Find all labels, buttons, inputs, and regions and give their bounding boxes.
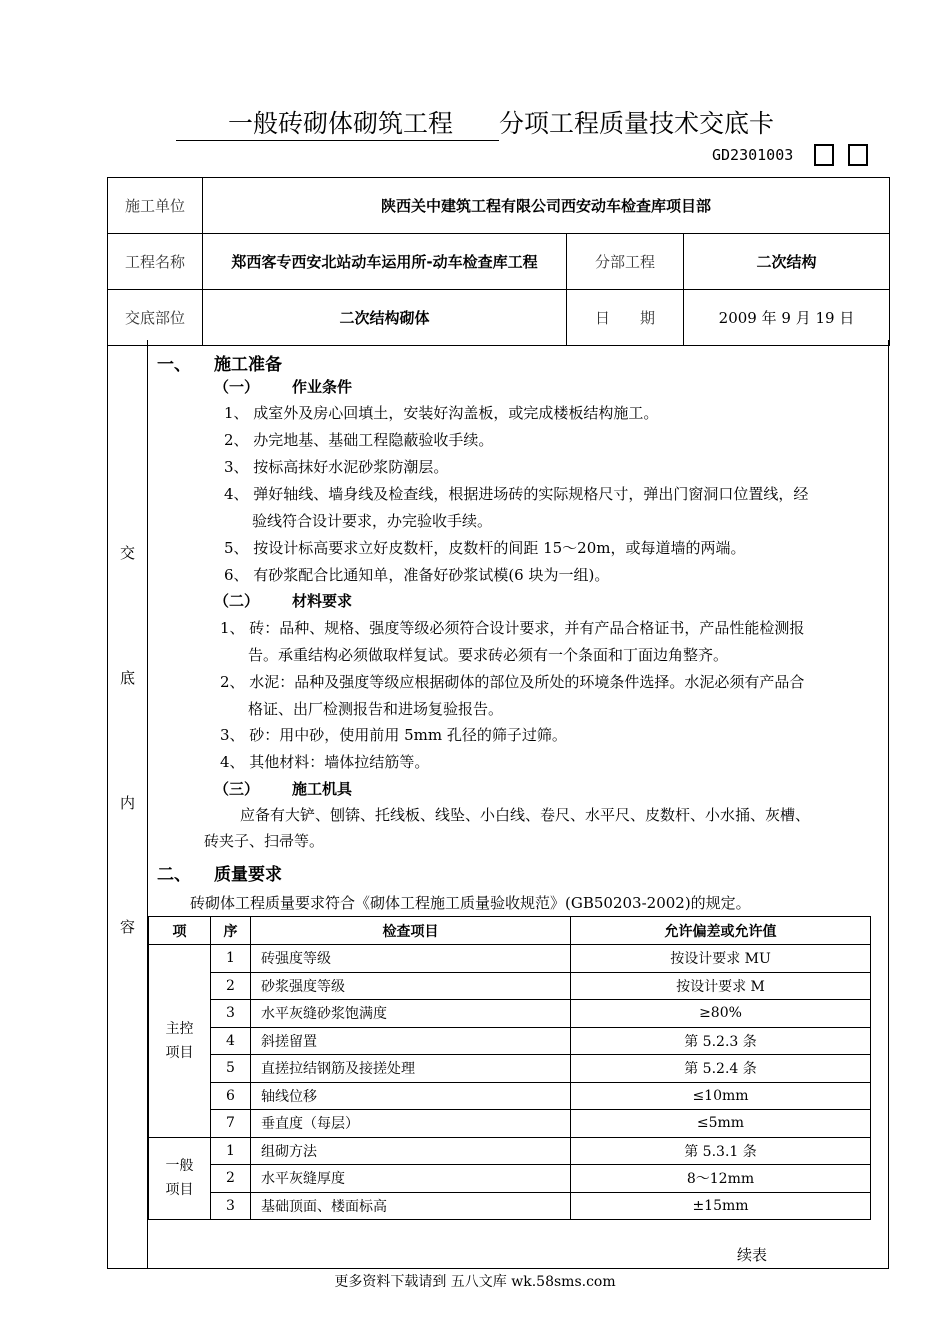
col-header: 检查项目 <box>251 917 571 945</box>
table-row <box>149 1192 871 1220</box>
row-num: 3 <box>211 1192 251 1220</box>
row-value: 按设计要求 M <box>571 972 871 1000</box>
sub3-item: 应备有大铲、刨锛、托线板、线坠、小白线、卷尺、水平尺、皮数杆、小水捅、灰槽、 <box>240 806 811 824</box>
document-title <box>0 104 950 141</box>
row-num: 1 <box>211 1137 251 1165</box>
sub3-item: 砖夹子、扫帚等。 <box>204 832 325 850</box>
row-item: 水平灰缝厚度 <box>251 1165 571 1193</box>
row-value: 8～12mm <box>571 1165 871 1193</box>
unit-value: 陕西关中建筑工程有限公司西安动车检查库项目部 <box>203 178 890 234</box>
row-item: 轴线位移 <box>251 1082 571 1110</box>
date-label: 日 期 <box>567 290 684 346</box>
table-row <box>149 1165 871 1193</box>
row-value: ±15mm <box>571 1192 871 1220</box>
footer-text: 更多资料下载请到 五八文库 wk.58sms.com <box>334 1274 616 1290</box>
row-value: ≤10mm <box>571 1082 871 1110</box>
sub1-item: 1、 成室外及房心回填土，安装好沟盖板，或完成楼板结构施工。 <box>224 404 659 422</box>
row-item: 斜搓留置 <box>251 1027 571 1055</box>
row-num: 4 <box>211 1027 251 1055</box>
sub1-item: 5、 按设计标高要求立好皮数杆，皮数杆的间距 15～20m，或每道墙的两端。 <box>224 539 746 557</box>
part-label: 交底部位 <box>108 290 203 346</box>
sub1-item: 验线符合设计要求，办完验收手续。 <box>252 512 493 530</box>
project-label: 工程名称 <box>108 234 203 290</box>
row-item: 水平灰缝砂浆饱满度 <box>251 1000 571 1028</box>
document-code: GD2301003 <box>712 146 794 164</box>
row-num: 2 <box>211 972 251 1000</box>
row-value: 按设计要求 MU <box>571 945 871 973</box>
table-row <box>149 1082 871 1110</box>
sub1-item: 3、 按标高抹好水泥砂浆防潮层。 <box>224 458 449 476</box>
row-num: 1 <box>211 945 251 973</box>
col-header: 项 <box>149 917 211 945</box>
row-item: 直搓拉结钢筋及接搓处理 <box>251 1055 571 1083</box>
table-row <box>149 945 871 973</box>
row-value: 第 5.3.1 条 <box>571 1137 871 1165</box>
row-num: 7 <box>211 1110 251 1138</box>
col-header: 序 <box>211 917 251 945</box>
sub2-item: 1、 砖：品种、规格、强度等级必须符合设计要求，并有产品合格证书，产品性能检测报 <box>220 619 805 637</box>
checkbox-1 <box>814 144 834 166</box>
title-rest: 分项工程质量技术交底卡 <box>499 109 775 138</box>
row-item: 垂直度（每层） <box>251 1110 571 1138</box>
date-value: 2009 年 9 月 19 日 <box>684 290 890 346</box>
row-value: ≥80% <box>571 1000 871 1028</box>
sub2-title: 材料要求 <box>292 592 353 610</box>
side-label-2: 底 <box>120 669 136 687</box>
part-value: 二次结构砌体 <box>203 290 567 346</box>
sub1-num: （一） <box>214 378 260 396</box>
project-value: 郑西客专西安北站动车运用所-动车检查库工程 <box>203 234 567 290</box>
sub2-item: 4、 其他材料：墙体拉结筋等。 <box>220 753 430 771</box>
sub3-num: （三） <box>214 780 260 798</box>
side-label-3: 内 <box>120 794 136 812</box>
row-num: 3 <box>211 1000 251 1028</box>
sub2-item: 格证、出厂检测报告和进场复验报告。 <box>248 700 504 718</box>
checkbox-2 <box>848 144 868 166</box>
sub2-num: （二） <box>214 592 260 610</box>
group-main-control: 主控项目 <box>149 945 211 1138</box>
row-value: 第 5.2.3 条 <box>571 1027 871 1055</box>
row-item: 砂浆强度等级 <box>251 972 571 1000</box>
header-table <box>107 177 890 346</box>
row-value: 第 5.2.4 条 <box>571 1055 871 1083</box>
continued-label: 续表 <box>737 1246 768 1264</box>
section2-num: 二、 <box>157 865 191 885</box>
division-value: 二次结构 <box>684 234 890 290</box>
row-item: 砖强度等级 <box>251 945 571 973</box>
side-label-4: 容 <box>120 918 136 936</box>
sub1-item: 6、 有砂浆配合比通知单，准备好砂浆试模(6 块为一组)。 <box>224 566 610 584</box>
group-general: 一般项目 <box>149 1137 211 1220</box>
row-num: 2 <box>211 1165 251 1193</box>
division-label: 分部工程 <box>567 234 684 290</box>
title-underlined: 一般砖砌体砌筑工程 <box>176 104 499 141</box>
sub2-item: 2、 水泥：品种及强度等级应根据砌体的部位及所处的环境条件选择。水泥必须有产品合 <box>220 673 805 691</box>
sub2-item: 告。承重结构必须做取样复试。要求砖必须有一个条面和丁面边角整齐。 <box>248 646 729 664</box>
section1-title: 施工准备 <box>214 355 282 375</box>
unit-label: 施工单位 <box>108 178 203 234</box>
row-num: 5 <box>211 1055 251 1083</box>
sub3-title: 施工机具 <box>292 780 353 798</box>
section1-num: 一、 <box>157 355 191 375</box>
table-row <box>149 1027 871 1055</box>
quality-table <box>148 916 871 1220</box>
section2-title: 质量要求 <box>214 865 282 885</box>
sub1-title: 作业条件 <box>292 378 353 396</box>
col-header: 允许偏差或允许值 <box>571 917 871 945</box>
sub1-item: 4、 弹好轴线、墙身线及检查线，根据进场砖的实际规格尺寸，弹出门窗洞口位置线，经 <box>224 485 809 503</box>
row-value: ≤5mm <box>571 1110 871 1138</box>
row-item: 组砌方法 <box>251 1137 571 1165</box>
side-label-1: 交 <box>120 544 136 562</box>
table-row <box>149 1000 871 1028</box>
table-row <box>149 1110 871 1138</box>
row-item: 基础顶面、楼面标高 <box>251 1192 571 1220</box>
row-num: 6 <box>211 1082 251 1110</box>
sub1-item: 2、 办完地基、基础工程隐蔽验收手续。 <box>224 431 494 449</box>
table-row <box>149 1055 871 1083</box>
section2-intro: 砖砌体工程质量要求符合《砌体工程施工质量验收规范》(GB50203-2002)的规定。 <box>190 894 751 912</box>
sub2-item: 3、 砂：用中砂，使用前用 5mm 孔径的筛子过筛。 <box>220 726 567 744</box>
table-row <box>149 972 871 1000</box>
table-row <box>149 1137 871 1165</box>
